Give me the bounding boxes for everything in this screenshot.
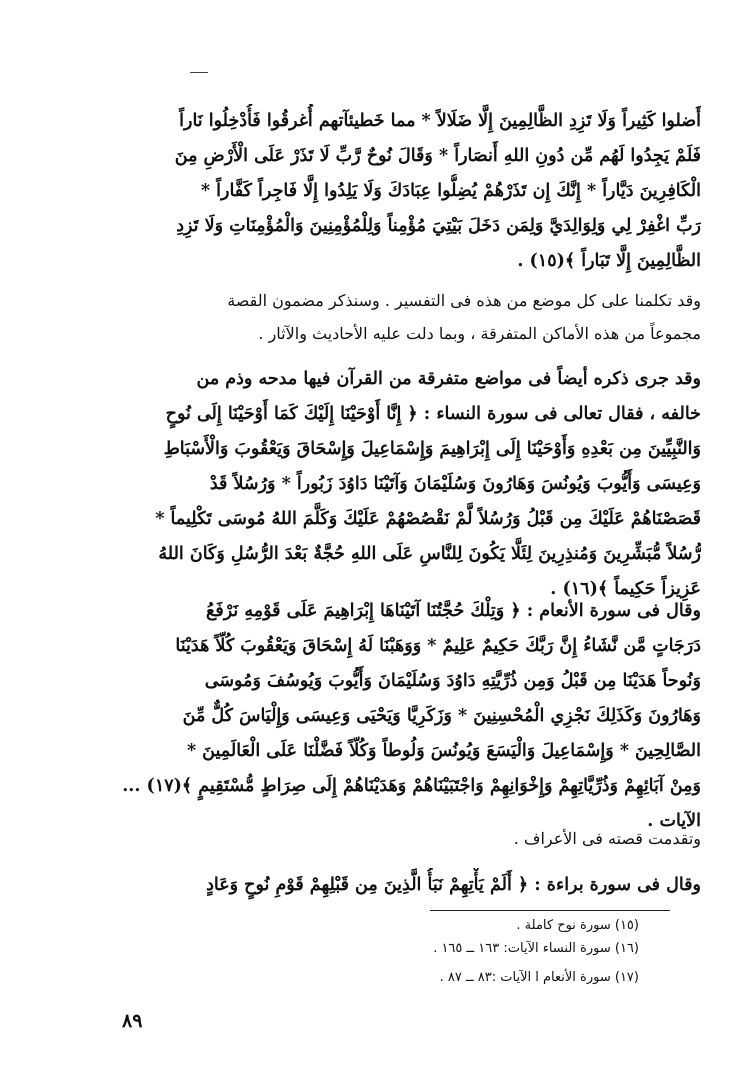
footnote: (١٧) سورة الأنعام ا الآيات :٨٣ ــ ٨٧ .: [439, 970, 639, 985]
text-line: رُّسُلاً مُّبَشِّرِينَ وَمُنذِرِينَ لِئَلَّا يَكُونَ لِلنَّاسِ عَلَى اللهِ حُجَّةٌ بَعْدَ الرُّسُلِ وَكَانَ اللهُ: [158, 544, 701, 564]
text-line: الظَّالِمِينَ إِلَّا تَبَاراً ﴾(١٥) .: [517, 251, 701, 271]
text-line: الصَّالِحِينَ * وَإِسْمَاعِيلَ وَالْيَسَعَ وَيُونُسَ وَلُوطاً وَكُلّاً فَضَّلْنَا عَلَى الْعَالَمِينَ *: [186, 741, 701, 761]
page-number: ٨٩: [122, 1010, 143, 1032]
top-dash-mark: [190, 72, 208, 73]
text-line: وَنُوحاً هَدَيْنَا مِن قَبْلُ وَمِن ذُرِّيَّتِهِ دَاوُدَ وَسُلَيْمَانَ وَأَيُّوبَ وَيُوسُفَ وَمُوسَى: [204, 671, 701, 691]
text-line: وَمِنْ آبَائِهِمْ وَذُرِّيَّاتِهِمْ وَإِخْوَانِهِمْ وَاجْتَبَيْنَاهُمْ وَهَدَيْنَاهُمْ إِلَى صِرَاطٍ مُّسْتَقِيمٍ ﴾(١٧) ...: [122, 776, 701, 796]
text-line: الْكَافِرِينَ دَيَّاراً * إِنَّكَ إِن تَذَرْهُمْ يُضِلُّوا عِبَادَكَ وَلَا يَلِدُوا إِلَّا فَاجِراً كَفَّاراً *: [200, 181, 701, 201]
text-line: عَزِيزاً حَكِيماً ﴾(١٦) .: [550, 579, 701, 599]
text-line: مجموعاً من هذه الأماكن المتفرقة ، وبما دلت عليه الأحاديث والآثار .: [258, 324, 701, 343]
text-line: وَالنَّبِيِّينَ مِن بَعْدِهِ وَأَوْحَيْنَا إِلَى إِبْرَاهِيمَ وَإِسْمَاعِيلَ وَإِسْحَاقَ وَيَعْقُوبَ وَالْأَسْبَاطِ: [163, 439, 701, 459]
text-line: قَصَصْنَاهُمْ عَلَيْكَ مِن قَبْلُ وَرُسُلاً لَّمْ نَقْصُصْهُمْ عَلَيْكَ وَكَلَّمَ اللهُ مُوسَى تَكْلِيماً *: [155, 509, 701, 529]
text-line: وَعِيسَى وَأَيُّوبَ وَيُونُسَ وَهَارُونَ وَسُلَيْمَانَ وَآتَيْنَا دَاوُدَ زَبُوراً * وَرُسُلاً قَدْ: [209, 474, 701, 494]
text-line: وَهَارُونَ وَكَذَلِكَ نَجْزِي الْمُحْسِنِينَ * وَزَكَرِيَّا وَيَحْيَى وَعِيسَى وَإِلْيَاسَ كُلٌّ مِّنَ: [182, 706, 701, 726]
quran-passage-anam: [37, 594, 701, 839]
text-line: أَضلوا كَثِيراً وَلَا تَزِدِ الظَّالِمِينَ إِلَّا ضَلَالاً * مما خَطيئآتهم أُغرقُوا فَأُدْخِلُوا نَاراً: [179, 111, 701, 131]
text-line: خالفه ، فقال تعالى فى سورة النساء : ﴿ إِنَّا أَوْحَيْنَا إِلَيْكَ كَمَا أَوْحَيْنَا إِلَى نُوحٍ: [165, 404, 701, 424]
text-line: وقد جرى ذكره أيضاً فى مواضع متفرقة من القرآن فيها مدحه وذم من: [196, 369, 701, 389]
quran-passage-baraa: [37, 868, 701, 903]
text-line: رَبِّ اغْفِرْ لِي وَلِوَالِدَيَّ وَلِمَن دَخَلَ بَيْتِيَ مُؤْمِناً وَلِلْمُؤْمِنِينَ وَالْمُؤْمِنَاتِ وَلَا تَزِدِ: [176, 216, 701, 236]
footnote: (١٦) سورة النساء الآيات: ١٦٣ ــ ١٦٥ .: [433, 941, 639, 956]
text-line: دَرَجَاتٍ مَّن نَّشَاءُ إِنَّ رَبَّكَ حَكِيمٌ عَلِيمٌ * وَوَهَبْنَا لَهُ إِسْحَاقَ وَيَعْقُوبَ كُلّاً هَدَيْنَا: [175, 636, 701, 656]
text-line: وقال فى سورة الأنعام : ﴿ وَتِلْكَ حُجَّتُنَا آتَيْنَاهَا إِبْرَاهِيمَ عَلَى قَوْمِهِ نَرْفَعُ: [206, 601, 701, 621]
commentary-paragraph: [37, 284, 701, 350]
quran-passage-nuh: [37, 104, 701, 279]
quran-passage-nisa: [37, 362, 701, 607]
commentary-paragraph: [37, 822, 701, 855]
footnote: (١٥) سورة نوح كاملة .: [516, 918, 639, 933]
footnote-separator: [430, 910, 670, 911]
text-line: فَلَمْ يَجِدُوا لَهُم مِّن دُونِ اللهِ أَنصَاراً * وَقَالَ نُوحٌ رَّبِّ لَا تَذَرْ عَلَى الْأَرْضِ مِنَ: [174, 146, 701, 166]
text-line: وقال فى سورة براءة : ﴿ أَلَمْ يَأْتِهِمْ نَبَأُ الَّذِينَ مِن قَبْلِهِمْ قَوْمِ نُوحٍ وَعَادٍ: [206, 875, 701, 895]
text-line: وتقدمت قصته فى الأعراف .: [513, 829, 701, 848]
text-line: وقد تكلمنا على كل موضع من هذه فى التفسير . وسنذكر مضمون القصة: [227, 291, 701, 310]
text-line: الآيات .: [647, 811, 701, 831]
